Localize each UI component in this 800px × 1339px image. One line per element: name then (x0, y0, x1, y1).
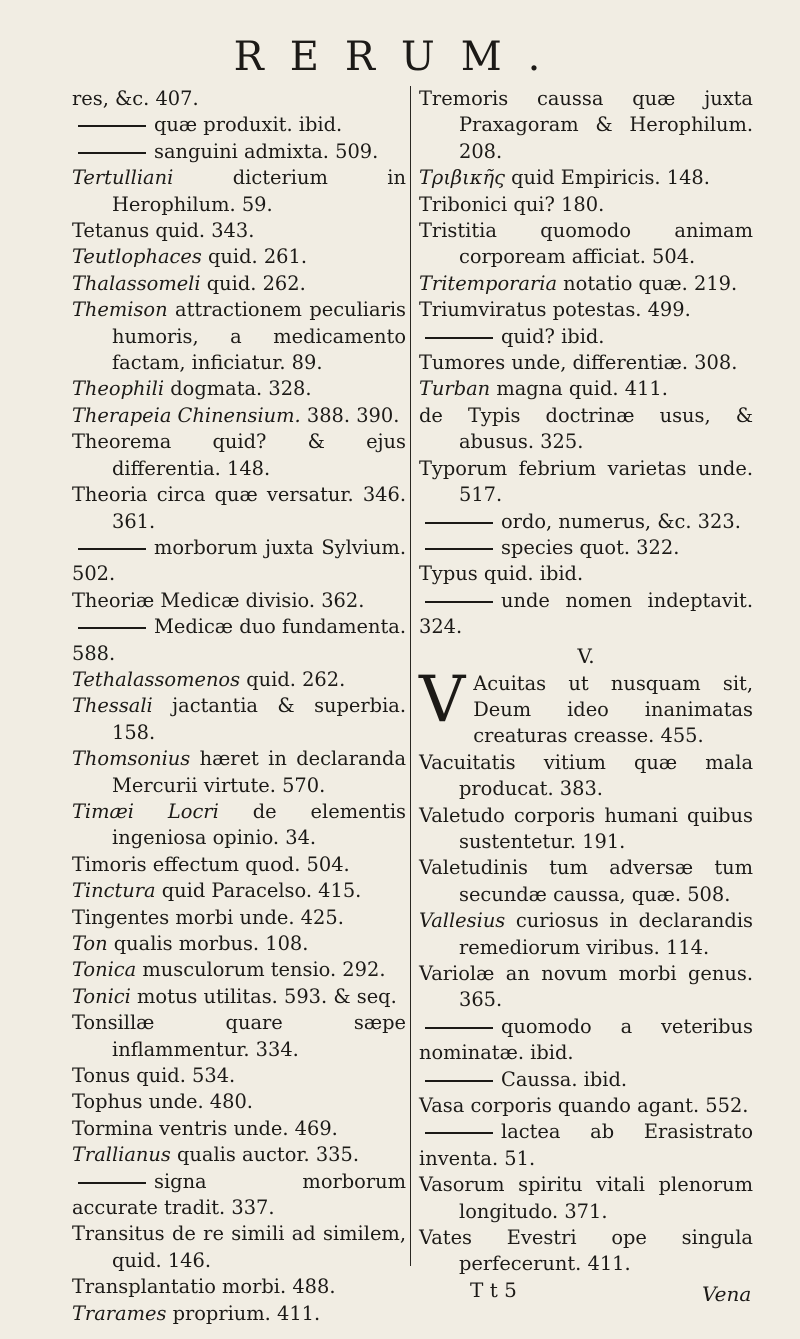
index-entry (72, 403, 406, 429)
entry-keyword: Turban (419, 377, 491, 401)
entry-text: quæ produxit. ibid. (154, 113, 343, 137)
index-entry (419, 271, 753, 297)
index-entry (72, 1301, 406, 1327)
entry-text: Tremoris caussa quæ juxta Praxagoram & Herophilum. 208. (419, 87, 753, 163)
entry-keyword: Timæi Locri (72, 799, 219, 823)
entry-text: magna quid. 411. (490, 377, 668, 401)
section-letter-v: V. (577, 643, 595, 668)
entry-text: lactea ab Erasistrato inventa. 51. (419, 1120, 753, 1170)
index-entry (419, 165, 753, 191)
index-entry (72, 614, 406, 667)
ditto-dash (425, 522, 493, 524)
entry-text: dicterium in Herophilum. 59. (112, 166, 406, 216)
index-entry (419, 218, 753, 271)
column-rule (410, 86, 411, 1266)
index-entry (72, 1089, 406, 1115)
ditto-dash (425, 1027, 493, 1029)
entry-keyword: Ton (72, 932, 108, 955)
index-entry (72, 429, 406, 482)
entry-keyword: Teutlophaces (72, 245, 202, 269)
entry-text: Triumviratus potestas. 499. (419, 298, 691, 322)
index-entry (72, 905, 406, 931)
entry-text: Vacuitatis vitium quæ mala producat. 383. (419, 750, 753, 801)
index-entry (72, 746, 406, 799)
entry-text: Typorum febrium varietas unde. 517. (419, 456, 753, 507)
entry-text: qualis auctor. 335. (170, 1143, 360, 1167)
entry-text: proprium. 411. (166, 1301, 321, 1325)
ditto-dash (425, 601, 493, 603)
signature-mark: T t 5 (470, 1278, 517, 1302)
index-entry (419, 403, 753, 456)
entry-text: Vates Evestri ope singula perfecerunt. 411. (419, 1226, 753, 1276)
entry-keyword: Tonici (72, 984, 131, 1008)
index-entry (72, 931, 406, 957)
entry-text: species quot. 322. (501, 535, 680, 559)
index-entry (72, 693, 406, 746)
index-entry (419, 855, 753, 908)
entry-text: sanguini admixta. 509. (154, 139, 379, 163)
ditto-dash (78, 1182, 146, 1184)
entry-text: Theorema quid? & ejus differentia. 148. (72, 430, 406, 480)
index-entry (72, 165, 406, 218)
entry-text: Tristitia quomodo animam corpoream afficiat. 504. (419, 219, 753, 269)
index-entry (419, 86, 753, 165)
index-entry (419, 297, 753, 323)
entry-keyword: Tertulliani (72, 166, 174, 190)
entry-text: Valetudo corporis humani quibus sustentetur. 191. (419, 803, 753, 853)
entry-text: signa morborum accurate tradit. 337. (72, 1169, 406, 1220)
entry-keyword: Vallesius (419, 909, 506, 933)
entry-text: quomodo a veteribus nominatæ. ibid. (419, 1014, 753, 1065)
entry-text: quid. 261. (201, 245, 307, 269)
entry-text: Vasa corporis quando agant. 552. (419, 1094, 749, 1118)
entry-text: Transitus de re simili ad similem, quid. 146. (72, 1222, 406, 1272)
index-entry (419, 509, 753, 535)
entry-text: Timoris effectum quod. 504. (72, 852, 350, 876)
index-entry (72, 1142, 406, 1168)
right-entries-t (419, 86, 753, 641)
ditto-dash (425, 1132, 493, 1134)
entry-keyword: Tinctura (72, 879, 156, 903)
entry-text: unde nomen indeptavit. 324. (419, 588, 753, 639)
index-entry (419, 324, 753, 350)
entry-keyword: Tritemporaria (419, 271, 558, 295)
ditto-dash (425, 548, 493, 550)
index-entry (419, 1119, 753, 1172)
index-entry (72, 271, 406, 297)
entry-text: jactantia & superbia. 158. (112, 694, 406, 744)
index-entry (72, 482, 406, 535)
ditto-dash (78, 627, 146, 629)
entry-text: musculorum tensio. 292. (136, 958, 386, 982)
entry-text: de elementis ingeniosa opinio. 34. (112, 799, 406, 850)
entry-text: curiosus in declarandis remediorum viribus. 114. (459, 909, 753, 959)
index-entry (419, 456, 753, 509)
index-entry (72, 535, 406, 588)
entry-keyword: Trallianus (72, 1143, 171, 1167)
ditto-dash (425, 1080, 493, 1082)
index-entry (72, 957, 406, 983)
index-entry (419, 1014, 753, 1067)
entry-text: Variolæ an novum morbi genus. 365. (419, 962, 753, 1012)
entry-keyword: Themison (72, 298, 168, 322)
index-entry (419, 588, 753, 641)
entry-text: Theoria circa quæ versatur. 346. 361. (72, 483, 406, 533)
entry-keyword: Trarames (72, 1301, 167, 1325)
entry-text: Valetudinis tum adversæ tum secundæ caussa, quæ. 508. (419, 856, 753, 906)
index-entry (419, 1093, 753, 1119)
index-entry (72, 244, 406, 270)
index-entry (72, 588, 406, 614)
entry-keyword: Tonica (72, 958, 137, 982)
entry-text: quid? ibid. (501, 324, 605, 348)
index-entry (419, 961, 753, 1014)
entry-text: 388. 390. (300, 403, 400, 427)
entry-keyword: Thomsonius (72, 747, 191, 771)
index-entry (419, 1172, 753, 1225)
ditto-dash (425, 337, 493, 339)
running-header: RERUM. (233, 34, 567, 80)
dropcap-entry-text: Acuitas ut nusquam sit, Deum ideo inanimatas creaturas creasse. 455. (473, 671, 753, 748)
index-entry (72, 218, 406, 244)
entry-text: Transplantatio morbi. 488. (72, 1275, 336, 1299)
index-entry (419, 803, 753, 856)
index-entry (72, 799, 406, 852)
index-entry (419, 376, 753, 402)
entry-text: motus utilitas. 593. & seq. (130, 984, 397, 1008)
entry-text: ordo, numerus, &c. 323. (501, 509, 741, 533)
entry-text: de Typis doctrinæ usus, & abusus. 325. (419, 403, 753, 454)
right-column (419, 86, 753, 1278)
entry-text: quid. 262. (200, 271, 306, 295)
entry-text: Tumores unde, differentiæ. 308. (419, 351, 738, 375)
catchword: Vena (702, 1282, 752, 1306)
entry-text: quid Empiricis. 148. (504, 166, 710, 190)
entry-text: Tribonici qui? 180. (419, 192, 605, 216)
index-entry (72, 112, 406, 138)
entry-text: attractionem peculiaris humoris, a medicamento factam, inficiatur. 89. (112, 298, 406, 375)
ditto-dash (78, 125, 146, 127)
entry-keyword: Τριβικῆς (419, 166, 505, 190)
entry-text: Tetanus quid. 343. (72, 219, 255, 243)
index-entry (72, 1010, 406, 1063)
index-entry (72, 1063, 406, 1089)
entry-text: Tormina ventris unde. 469. (72, 1116, 338, 1140)
entry-keyword: Tethalassomenos (72, 667, 241, 691)
index-entry (72, 86, 406, 112)
entry-keyword: Theophili (72, 377, 165, 401)
entry-text: Tophus unde. 480. (72, 1090, 253, 1114)
entry-text: Tingentes morbi unde. 425. (72, 905, 344, 929)
index-entry (419, 1067, 753, 1093)
index-entry (72, 667, 406, 693)
entry-text: Vasorum spiritu vitali plenorum longitudo. 371. (419, 1173, 753, 1223)
entry-keyword: Thalassomeli (72, 271, 201, 295)
ditto-dash (78, 152, 146, 154)
index-entry (419, 561, 753, 587)
entry-text: Typus quid. ibid. (419, 562, 584, 586)
index-entry (72, 376, 406, 402)
index-entry (72, 984, 406, 1010)
index-entry (72, 297, 406, 376)
index-entry (72, 139, 406, 165)
index-entry (419, 750, 753, 803)
index-entry (72, 1116, 406, 1142)
drop-cap: V (419, 662, 466, 737)
entry-keyword: Thessali (72, 694, 153, 718)
index-entry (419, 1225, 753, 1278)
index-entry (419, 192, 753, 218)
entry-text: Tonus quid. 534. (72, 1064, 236, 1088)
dropcap-entry (419, 662, 753, 750)
entry-text: Tonsillæ quare sæpe inflammentur. 334. (72, 1011, 406, 1061)
entry-text: quid. 262. (240, 667, 346, 691)
entry-keyword: Therapeia Chinensium. (72, 403, 301, 427)
entry-text: quid Paracelso. 415. (155, 879, 362, 903)
index-entry (419, 908, 753, 961)
entry-text: Caussa. ibid. (501, 1067, 628, 1091)
entry-text: dogmata. 328. (164, 377, 312, 401)
entry-text: hæret in declaranda Mercurii virtute. 570. (112, 747, 406, 797)
right-entries-v (419, 750, 753, 1278)
entry-text: morborum juxta Sylvium. 502. (72, 535, 406, 586)
index-entry (72, 1221, 406, 1274)
left-column (72, 86, 406, 1327)
entry-text: Medicæ duo fundamenta. 588. (72, 615, 406, 665)
index-entry (72, 852, 406, 878)
entry-text: notatio quæ. 219. (557, 271, 738, 295)
entry-text: Theoriæ Medicæ divisio. 362. (72, 588, 365, 612)
index-entry (72, 1169, 406, 1222)
index-entry (419, 535, 753, 561)
entry-text: res, &c. 407. (72, 87, 199, 110)
ditto-dash (78, 548, 146, 550)
index-entry (72, 1274, 406, 1300)
index-entry (72, 878, 406, 904)
index-entry (419, 350, 753, 376)
entry-text: qualis morbus. 108. (107, 932, 309, 955)
